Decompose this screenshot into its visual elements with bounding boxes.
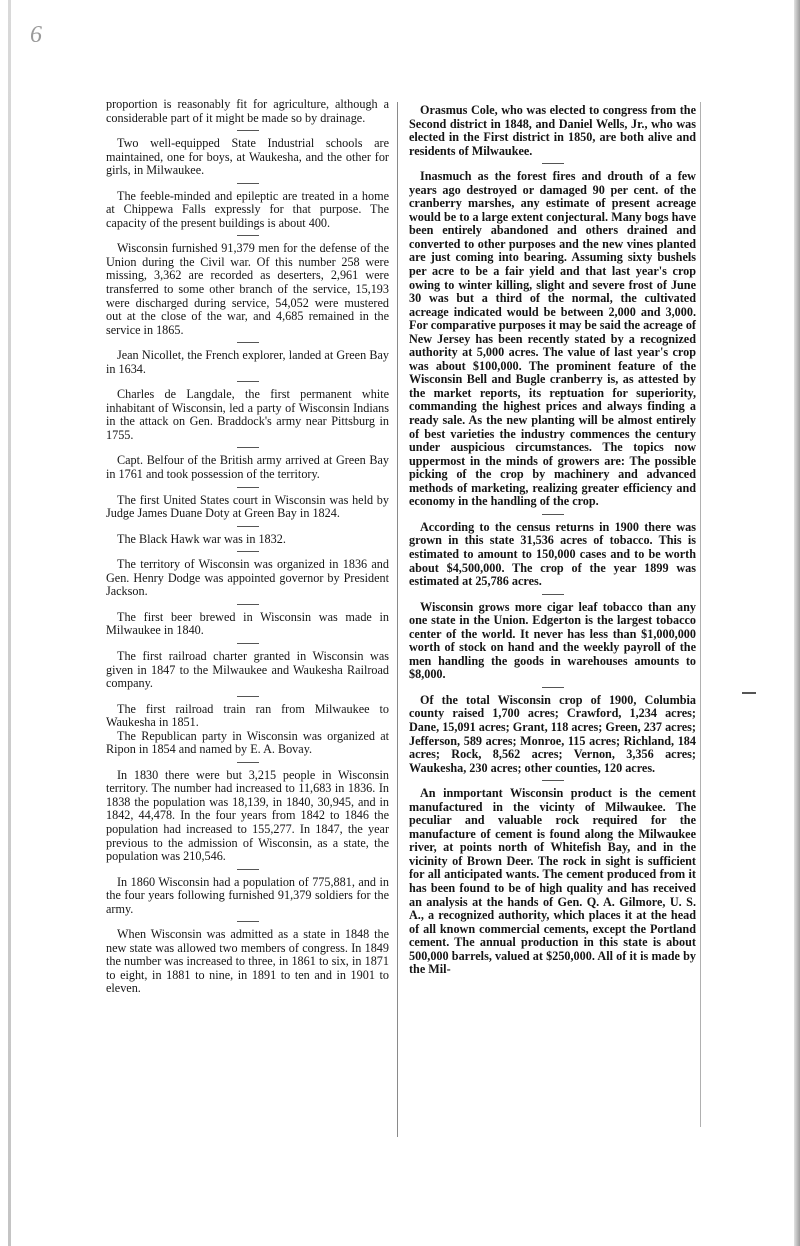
paragraph-left-15: In 1830 there were but 3,215 people in Wisconsin territory. The number had increased to 11,683 in 1836. In 1838 the population was 18,139, in 1840, 30,945, and in 1842, 44,478. In the four years from 1842 to 1846 the population had increased to 155,277. In 1847, the year previous to the admission of Wisconsin, as a state, the population was 210,546. — [106, 767, 389, 864]
separator — [542, 687, 564, 688]
paragraph-left-1: proportion is reasonably fit for agriculture, although a considerable part of it might be made so by drainage. — [106, 97, 389, 125]
separator — [237, 342, 259, 343]
separator — [542, 594, 564, 595]
separator — [237, 183, 259, 184]
separator — [237, 762, 259, 763]
paragraph-right-2: Inasmuch as the forest fires and drouth of a few years ago destroyed or damaged 90 per cent. of the cranberry marshes, any estimate of present acreage would be to a large extent conjectural. Many bogs have been entirely abandoned and others drained and converted to other purposes and the new vines planted are just coming into bearing. Assuming sixty bushels per acre to be a fair yield and that last year's crop owing to winter killing, slight and severe frost of June 30 was but a third of the normal, the cultivated acreage indicated would be between 2,000 and 3,000. For comparative purposes it may be said the acreage of New Jersey has been recently stated by a recognized authority at 5,000 acres. The value of last year's crop was about $100,000. The prominent feature of the Wisconsin Bell and Bugle cranberry is, as attested by the market reports, its reptuation for superiority, commanding the highest prices and always finding a ready sale. As the new planting will be almost entirely of best varieties the industry commences the century under auspicious circumstances. The topics now uppermost in the minds of growers are: The possible picking of the crop by machinery and advanced methods of marketing, realizing greater efficiency and economy in the handling of the crop. — [409, 169, 696, 509]
page-corner-mark: 6 — [30, 22, 42, 48]
paragraph-left-9: The Black Hawk war was in 1832. — [117, 531, 286, 546]
paragraph-left-17: When Wisconsin was admitted as a state in 1848 the new state was allowed two members of congress. In 1849 the number was increased to three, in 1861 to six, in 1871 to eight, in 1881 to nine, in 1891 to ten and in 1901 to eleven. — [106, 927, 389, 996]
paragraph-left-7: Capt. Belfour of the British army arrived at Green Bay in 1761 and took possession of the territory. — [106, 453, 389, 482]
margin-dash — [742, 692, 756, 694]
separator — [237, 526, 259, 527]
paragraph-right-5: Of the total Wisconsin crop of 1900, Columbia county raised 1,700 acres; Crawford, 1,234 acres; Dane, 15,091 acres; Grant, 118 acres; Green, 237 acres; Jefferson, 589 acres; Monroe, 115 acres; Richland, 184 acres; Rock, 8,562 acres; Vernon, 3,356 acres; Waukesha, 230 acres; other counties, 120 acres. — [409, 692, 696, 775]
separator — [237, 381, 259, 382]
separator — [237, 869, 259, 870]
paragraph-left-14: The Republican party in Wisconsin was organized at Ripon in 1854 and named by E. A. Bovay. — [106, 728, 389, 757]
separator — [237, 604, 259, 605]
paragraph-left-10: The territory of Wisconsin was organized in 1836 and Gen. Henry Dodge was appointed governor by President Jackson. — [106, 557, 389, 599]
separator — [237, 643, 259, 644]
paragraph-right-4: Wisconsin grows more cigar leaf tobacco than any one state in the Union. Edgerton is the largest tobacco center of the world. It never has less than $1,000,000 worth of stock on hand and the weekly payroll of the men handling the goods in warehouses amounts to $8,000. — [409, 599, 696, 682]
right-margin-rule — [700, 102, 701, 1127]
separator — [237, 130, 259, 131]
paragraph-left-6: Charles de Langdale, the first permanent white inhabitant of Wisconsin, led a party of Wisconsin Indians in the attack on Gen. Braddock's army near Pittsburg in 1755. — [106, 387, 389, 442]
separator — [237, 487, 259, 488]
paragraph-right-6: An inmportant Wisconsin product is the cement manufactured in the vicinty of Milwaukee. The peculiar and valuable rock required for the manufacture of cement is found along the Milwaukee river, at points north of Whitefish Bay, and in the vicinity of Brown Deer. The rock in sight is sufficient for all anticipated wants. The cement produced from it has been found to be of high quality and has received an analysis at the hands of Gen. Q. A. Gilmore, U. S. A., a recognized authority, which places it at the head of all known commercial cements, except the Portland cement. The annual production in this state is about 500,000 barrels, valued at $250,000. All of it is made by the Mil- — [409, 786, 696, 977]
separator — [542, 514, 564, 515]
scan-edge-right — [794, 0, 800, 1246]
paragraph-right-1: Orasmus Cole, who was elected to congress from the Second district in 1848, and Daniel Wells, Jr., who was elected in the First district in 1850, are both alive and residents of Milwaukee. — [409, 103, 696, 158]
paragraph-left-4: Wisconsin furnished 91,379 men for the defense of the Union during the Civil war. Of this number 258 were missing, 3,362 are recorded as deserters, 2,961 were transferred to some other branch of the service, 15,193 were discharged during service, 54,052 were mustered out at the close of the war, and 4,685 remained in the service in 1865. — [106, 241, 389, 337]
left-column — [106, 98, 389, 996]
paragraph-left-12: The first railroad charter granted in Wisconsin was given in 1847 to the Milwaukee and Waukesha Railroad company. — [106, 648, 389, 691]
paragraph-left-16: In 1860 Wisconsin had a population of 775,881, and in the four years following furnished 91,379 soldiers for the army. — [106, 874, 389, 916]
paragraph-left-13: The first railroad train ran from Milwaukee to Waukesha in 1851. — [106, 701, 389, 730]
paragraph-right-3: According to the census returns in 1900 there was grown in this state 31,536 acres of tobacco. This is estimated to amount to 150,000 cases and to be worth about $4,500,000. The crop of the year 1899 was estimated at 25,786 acres. — [409, 519, 696, 589]
separator — [237, 921, 259, 922]
paragraph-left-2: Two well-equipped State Industrial schools are maintained, one for boys, at Waukesha, and the other for girls, in Milwaukee. — [106, 136, 389, 178]
paragraph-left-5: Jean Nicollet, the French explorer, landed at Green Bay in 1634. — [106, 348, 389, 376]
right-column — [409, 104, 696, 977]
separator — [542, 780, 564, 781]
paragraph-left-3: The feeble-minded and epileptic are treated in a home at Chippewa Falls expressly for that purpose. The capacity of the present buildings is about 400. — [106, 188, 389, 230]
paragraph-left-11: The first beer brewed in Wisconsin was made in Milwaukee in 1840. — [106, 609, 389, 638]
paragraph-left-8: The first United States court in Wisconsin was held by Judge James Duane Doty at Green Bay in 1824. — [106, 492, 389, 521]
separator — [237, 551, 259, 552]
separator — [237, 696, 259, 697]
separator — [237, 447, 259, 448]
separator — [237, 235, 259, 236]
separator — [542, 163, 564, 164]
column-rule — [397, 102, 398, 1137]
scan-edge-left — [8, 0, 11, 1246]
